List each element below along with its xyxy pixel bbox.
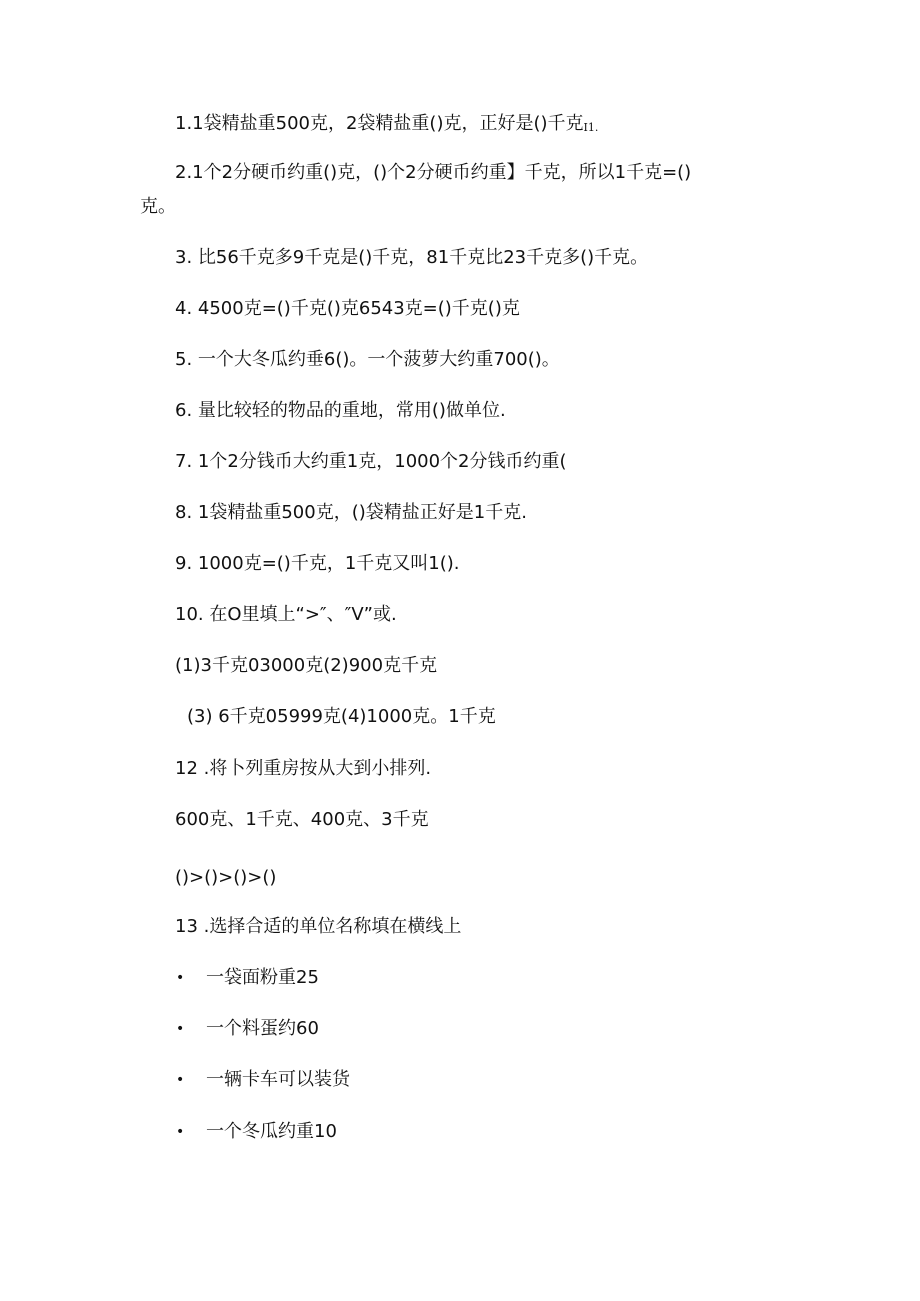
question-10-part-b: (3) 6千克05999克(4)1000克。1千克 [187, 706, 496, 727]
question-9: 9. 1000克=()千克，1千克又叫1(). [175, 553, 460, 574]
question-7: 7. 1个2分钱币大约重1克，1000个2分钱币约重( [175, 451, 567, 472]
bullet-icon: • [176, 1021, 185, 1037]
question-2-line-1: 2.1个2分硬币约重()克，()个2分硬币约重】千克，所以1千克=() [175, 162, 692, 183]
question-12: 12 .将卜列重房按从大到小排列. [175, 758, 432, 779]
question-5: 5. 一个大冬瓜约垂6()。一个菠萝大约重700()。 [175, 349, 560, 370]
question-12-items: 600克、1千克、400克、3千克 [175, 809, 429, 830]
question-1 [175, 112, 598, 140]
question-10: 10. 在O里填上“>″、″V”或. [175, 604, 397, 625]
bullet-item: 一辆卡车可以装货 [206, 1069, 350, 1090]
question-12-order: ()>()>()>() [175, 867, 277, 888]
question-1-text: 1.1袋精盐重500克，2袋精盐重()克，正好是()千克 [175, 113, 584, 134]
bullet-item: 一个料蛋约60 [206, 1018, 319, 1039]
bullet-item: 一袋面粉重25 [206, 967, 319, 988]
question-4: 4. 4500克=()千克()克6543克=()千克()克 [175, 298, 520, 319]
question-10-part-a: (1)3千克03000克(2)900克千克 [175, 655, 438, 676]
question-2-line-2: 克。 [140, 196, 176, 217]
bullet-item: 一个冬瓜约重10 [206, 1121, 337, 1142]
question-13: 13 .选择合适的单位名称填在横线上 [175, 916, 462, 937]
bullet-icon: • [176, 970, 185, 986]
question-3: 3. 比56千克多9千克是()千克，81千克比23千克多()千克。 [175, 247, 649, 268]
bullet-icon: • [176, 1072, 185, 1088]
bullet-icon: • [176, 1124, 185, 1140]
question-6: 6. 量比较轻的物品的重地，常用()做单位. [175, 400, 506, 421]
question-8: 8. 1袋精盐重500克，()袋精盐正好是1千克. [175, 502, 527, 523]
question-1-tail: I1. [583, 121, 599, 134]
